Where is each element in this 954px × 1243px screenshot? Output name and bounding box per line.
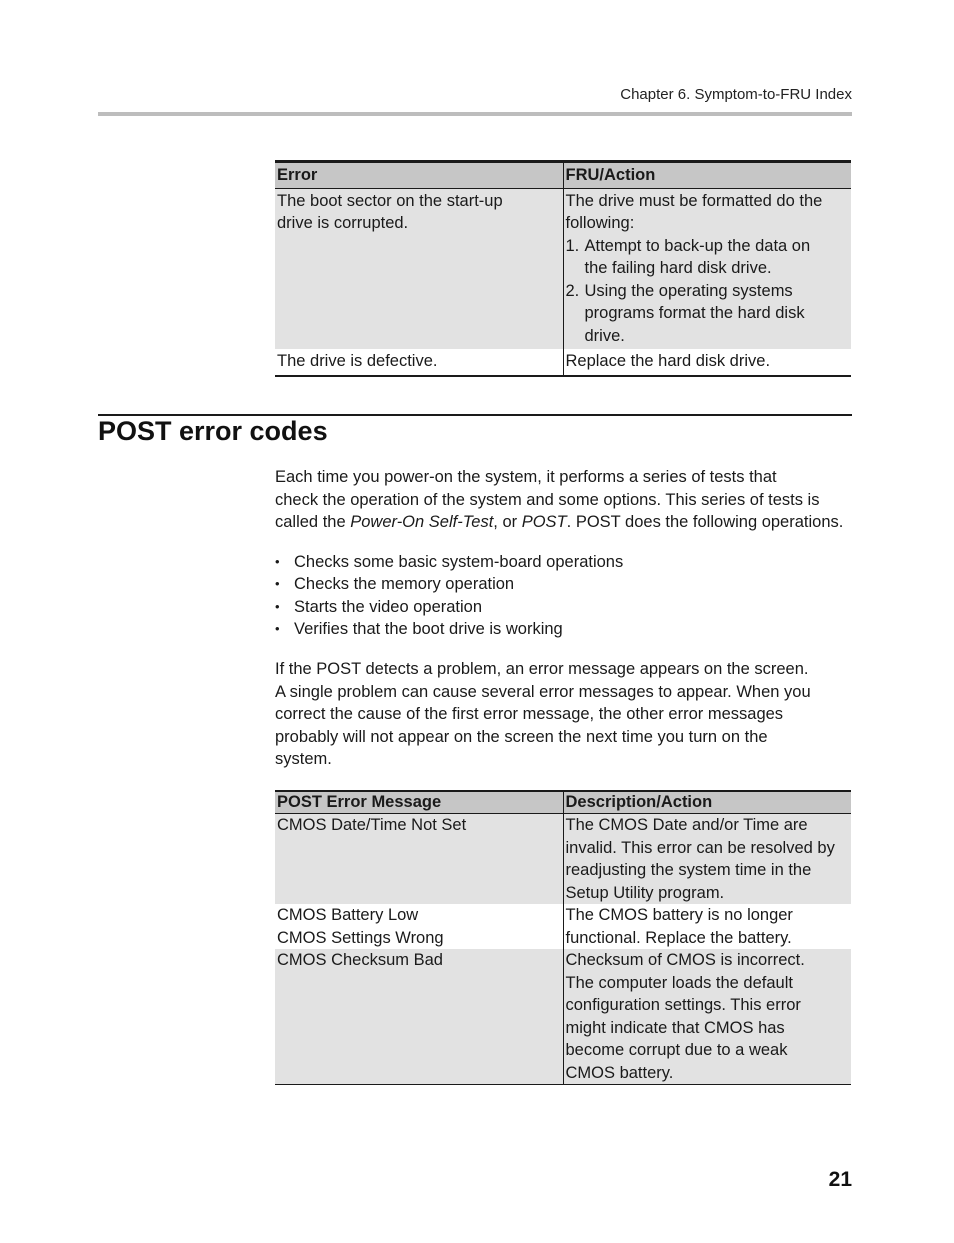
cell-line: Using the operating systems bbox=[584, 281, 793, 300]
cell-line: CMOS Settings Wrong bbox=[277, 928, 444, 947]
paragraph-line: A single problem can cause several error messages to appear. When you bbox=[275, 682, 811, 701]
message-cell bbox=[275, 949, 563, 1085]
action-cell bbox=[563, 349, 851, 376]
paragraph-line: Each time you power-on the system, it performs a series of tests that bbox=[275, 468, 777, 486]
paragraph-line bbox=[275, 511, 855, 534]
table-header-row bbox=[275, 162, 851, 189]
bullet-icon: • bbox=[275, 554, 280, 569]
message-cell bbox=[275, 904, 563, 949]
cell-line: drive is corrupted. bbox=[277, 214, 409, 232]
cell-line: The computer loads the default bbox=[565, 973, 793, 992]
paragraph-line: correct the cause of the first error message, the other error messages bbox=[275, 705, 784, 723]
table-row bbox=[275, 349, 851, 376]
list-item bbox=[275, 596, 623, 618]
bullet-icon: • bbox=[275, 620, 280, 636]
column-header-description-action: Description/Action bbox=[563, 791, 851, 814]
running-header: Chapter 6. Symptom-to-FRU Index bbox=[620, 86, 852, 103]
cell-line: CMOS Date/Time Not Set bbox=[277, 816, 467, 834]
column-header-post-error-message: POST Error Message bbox=[275, 791, 563, 814]
column-header-error: Error bbox=[275, 162, 563, 189]
header-rule bbox=[98, 112, 852, 116]
cell-line: configuration settings. This error bbox=[565, 996, 801, 1014]
cell-line: functional. Replace the battery. bbox=[565, 928, 792, 947]
description-cell bbox=[563, 904, 851, 949]
emphasis-power-on-self-test: Power-On Self-Test bbox=[350, 513, 494, 531]
message-cell bbox=[275, 814, 563, 905]
post-error-table bbox=[275, 790, 851, 1085]
intro-paragraph bbox=[275, 466, 855, 534]
detect-paragraph bbox=[275, 658, 855, 771]
cell-line: CMOS battery. bbox=[565, 1063, 674, 1082]
error-cell bbox=[275, 188, 563, 349]
step-number: 2. bbox=[565, 281, 580, 300]
list-item bbox=[566, 235, 850, 280]
list-item-text: Checks some basic system-board operations bbox=[294, 553, 624, 571]
table-row bbox=[275, 188, 851, 349]
cell-line: following: bbox=[565, 214, 635, 232]
column-header-fru-action: FRU/Action bbox=[563, 162, 851, 189]
emphasis-post: POST bbox=[521, 513, 567, 531]
bullet-icon: • bbox=[275, 576, 280, 592]
cell-line: Setup Utility program. bbox=[565, 883, 725, 902]
list-item-text: Starts the video operation bbox=[294, 597, 483, 616]
cell-line: The drive is defective. bbox=[277, 352, 438, 370]
cell-line: CMOS Battery Low bbox=[277, 906, 419, 924]
description-cell bbox=[563, 949, 851, 1085]
text-run: , or bbox=[493, 513, 522, 531]
operations-list bbox=[275, 551, 623, 640]
cell-line: Checksum of CMOS is incorrect. bbox=[565, 951, 805, 969]
paragraph-line: system. bbox=[275, 750, 332, 768]
list-item bbox=[275, 573, 623, 595]
cell-line: the failing hard disk drive. bbox=[584, 259, 772, 277]
page-number: 21 bbox=[828, 1168, 852, 1191]
cell-line: readjusting the system time in the bbox=[565, 861, 812, 879]
cell-line: The drive must be formatted do the bbox=[565, 191, 823, 210]
description-cell bbox=[563, 814, 851, 905]
fru-table bbox=[275, 160, 851, 377]
cell-line: The boot sector on the start-up bbox=[277, 191, 503, 210]
list-item-text: Checks the memory operation bbox=[294, 575, 515, 594]
text-run: . POST does the following operations. bbox=[566, 513, 844, 531]
action-cell bbox=[563, 188, 851, 349]
table-row bbox=[275, 814, 851, 905]
list-item bbox=[566, 280, 850, 348]
table-row bbox=[275, 904, 851, 949]
cell-line: Attempt to back-up the data on bbox=[584, 236, 811, 255]
list-item bbox=[275, 551, 623, 573]
table-header-row bbox=[275, 791, 851, 814]
error-cell bbox=[275, 349, 563, 376]
steps-list bbox=[566, 235, 850, 348]
paragraph-line: probably will not appear on the screen the next time you turn on the bbox=[275, 727, 768, 746]
list-item-text: Verifies that the boot drive is working bbox=[294, 619, 563, 638]
cell-line: The CMOS Date and/or Time are bbox=[565, 816, 808, 834]
cell-line: CMOS Checksum Bad bbox=[277, 951, 443, 969]
section-title: POST error codes bbox=[98, 416, 328, 446]
cell-line: The CMOS battery is no longer bbox=[565, 906, 793, 924]
cell-line: become corrupt due to a weak bbox=[565, 1041, 788, 1059]
text-run: called the bbox=[275, 513, 351, 531]
table-row bbox=[275, 949, 851, 1085]
cell-line: invalid. This error can be resolved by bbox=[565, 838, 835, 857]
step-number: 1. bbox=[565, 236, 580, 255]
cell-line: programs format the hard disk bbox=[584, 304, 805, 322]
cell-line: drive. bbox=[584, 326, 625, 345]
cell-line: might indicate that CMOS has bbox=[565, 1018, 785, 1037]
list-item bbox=[275, 618, 623, 640]
paragraph-line: If the POST detects a problem, an error message appears on the screen. bbox=[275, 660, 809, 678]
bullet-icon: • bbox=[275, 598, 280, 614]
paragraph-line: check the operation of the system and some options. This series of tests is bbox=[275, 490, 820, 509]
cell-line: Replace the hard disk drive. bbox=[565, 352, 771, 370]
